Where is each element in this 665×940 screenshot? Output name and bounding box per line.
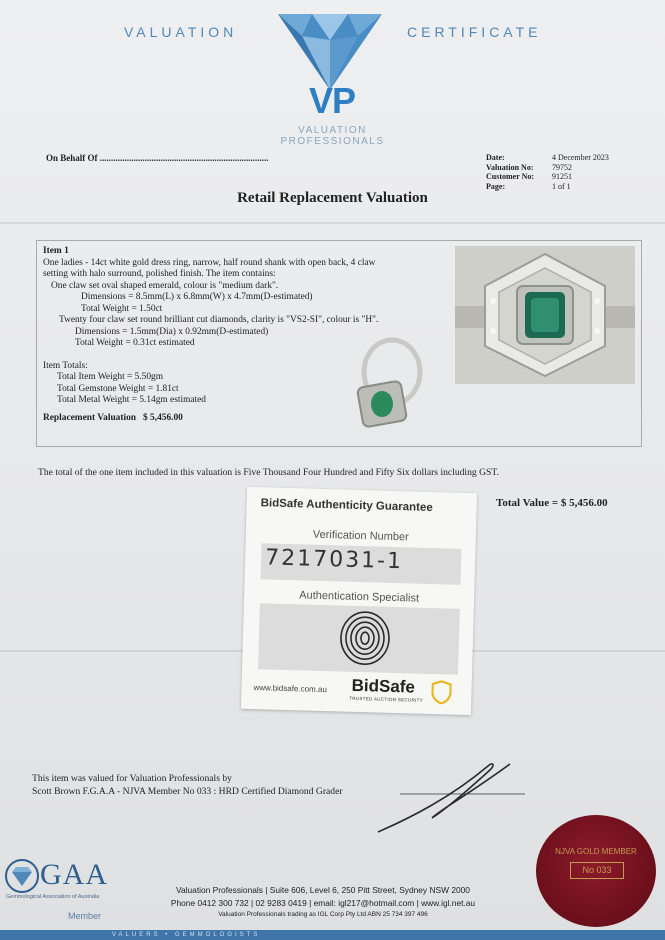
meta-label: Valuation No: bbox=[486, 162, 534, 172]
bottom-band bbox=[0, 930, 665, 940]
verification-number: 7217031-1 bbox=[264, 545, 404, 575]
logo-vp-text: VP bbox=[308, 80, 356, 121]
seal-line1: NJVA GOLD MEMBER bbox=[555, 847, 637, 856]
card-title: BidSafe Authenticity Guarantee bbox=[260, 497, 433, 515]
valuer-line: This item was valued for Valuation Professionals by bbox=[32, 773, 232, 784]
specialist-label: Authentication Specialist bbox=[299, 589, 420, 605]
meta-block bbox=[486, 153, 609, 191]
item-heading: Item 1 bbox=[43, 246, 69, 256]
bidsafe-tagline: TRUSTED AUCTION SECURITY bbox=[349, 695, 424, 703]
band-text: VALUERS • GEMMOLOGISTS bbox=[112, 932, 261, 938]
footer bbox=[120, 884, 526, 922]
footer-contact: Phone 0412 300 732 | 02 9283 0419 | email: igl217@hotmail.com | www.igl.net.au bbox=[170, 897, 476, 908]
gaa-emblem-icon bbox=[4, 858, 40, 894]
emerald-desc: One claw set oval shaped emerald, colour is "medium dark". bbox=[51, 280, 279, 291]
meta-value: 79752 bbox=[552, 162, 572, 172]
meta-value: 91251 bbox=[552, 172, 572, 181]
emerald-dimensions: Dimensions = 8.5mm(L) x 6.8mm(W) x 4.7mm(D-estimated) bbox=[81, 292, 313, 302]
total-gemstone-weight: Total Gemstone Weight = 1.81ct bbox=[57, 383, 179, 394]
meta-label: Date: bbox=[486, 153, 505, 162]
diamond-dimensions: Dimensions = 1.5mm(Dia) x 0.92mm(D-estimated) bbox=[75, 326, 269, 337]
paper-fold bbox=[0, 222, 665, 224]
item-desc-line: setting with halo surround, polished finish. The item contains: bbox=[43, 269, 276, 279]
total-item-weight: Total Item Weight = 5.50gm bbox=[57, 372, 164, 382]
fingerprint-icon bbox=[336, 607, 394, 667]
logo-subtitle bbox=[0, 125, 665, 147]
shield-icon bbox=[431, 680, 452, 705]
meta-row bbox=[486, 163, 609, 173]
header-left-word: VALUATION bbox=[124, 24, 238, 40]
footer-address: Valuation Professionals | Suite 606, Level 6, 250 Pitt Street, Sydney NSW 2000 bbox=[176, 885, 470, 895]
njva-seal bbox=[536, 815, 656, 927]
gaa-logo-text: GAA bbox=[40, 858, 108, 891]
ring-photo-side bbox=[340, 334, 430, 438]
bidsafe-brand: BidSafe bbox=[351, 675, 416, 697]
ring-photo-closeup bbox=[455, 246, 635, 384]
total-value: Total Value = $ 5,456.00 bbox=[496, 497, 608, 509]
diamonds-desc: Twenty four claw set round brilliant cut diamonds, clarity is "VS2-SI", colour is "H". bbox=[59, 315, 379, 325]
item-totals-heading: Item Totals: bbox=[43, 360, 88, 371]
valuer-note bbox=[32, 772, 343, 798]
meta-row bbox=[486, 153, 609, 163]
meta-value: 4 December 2023 bbox=[552, 153, 609, 162]
diamond-weight: Total Weight = 0.31ct estimated bbox=[75, 338, 195, 348]
valuer-line: Scott Brown F.G.A.A - NJVA Member No 033 : HRD Certified Diamond Grader bbox=[32, 786, 343, 797]
signature bbox=[370, 758, 530, 838]
logo-sub-line2: PROFESSIONALS bbox=[280, 136, 385, 147]
emerald-weight: Total Weight = 1.50ct bbox=[81, 303, 163, 314]
bidsafe-card bbox=[241, 487, 477, 715]
meta-label: Customer No: bbox=[486, 172, 535, 181]
replacement-valuation: Replacement Valuation $ 5,456.00 bbox=[43, 412, 183, 423]
gaa-subtitle: Gemmological Association of Australia bbox=[6, 894, 100, 900]
meta-value: 1 of 1 bbox=[552, 181, 571, 191]
gaa-member: Member bbox=[68, 911, 102, 921]
document-title: Retail Replacement Valuation bbox=[237, 190, 428, 206]
verification-label: Verification Number bbox=[312, 528, 409, 544]
total-metal-weight: Total Metal Weight = 5.14gm estimated bbox=[57, 395, 206, 405]
bidsafe-url: www.bidsafe.com.au bbox=[253, 683, 328, 695]
seal-line2: No 033 bbox=[570, 862, 624, 879]
meta-row bbox=[486, 172, 609, 182]
item-desc-line: One ladies - 14ct white gold dress ring, narrow, half round shank with open back, 4 claw bbox=[43, 257, 376, 268]
meta-label: Page: bbox=[486, 181, 506, 191]
logo-sub-line1: VALUATION bbox=[298, 125, 367, 136]
on-behalf-of: On Behalf Of ........................................................................... bbox=[46, 153, 269, 163]
header-right-word: CERTIFICATE bbox=[407, 24, 542, 40]
valuation-summary: The total of the one item included in this valuation is Five Thousand Four Hundred and Fifty Six dollars including GST. bbox=[38, 467, 499, 478]
footer-abn: Valuation Professionals trading as IGL Corp Pty Ltd ABN 25 734 397 496 bbox=[218, 911, 428, 918]
